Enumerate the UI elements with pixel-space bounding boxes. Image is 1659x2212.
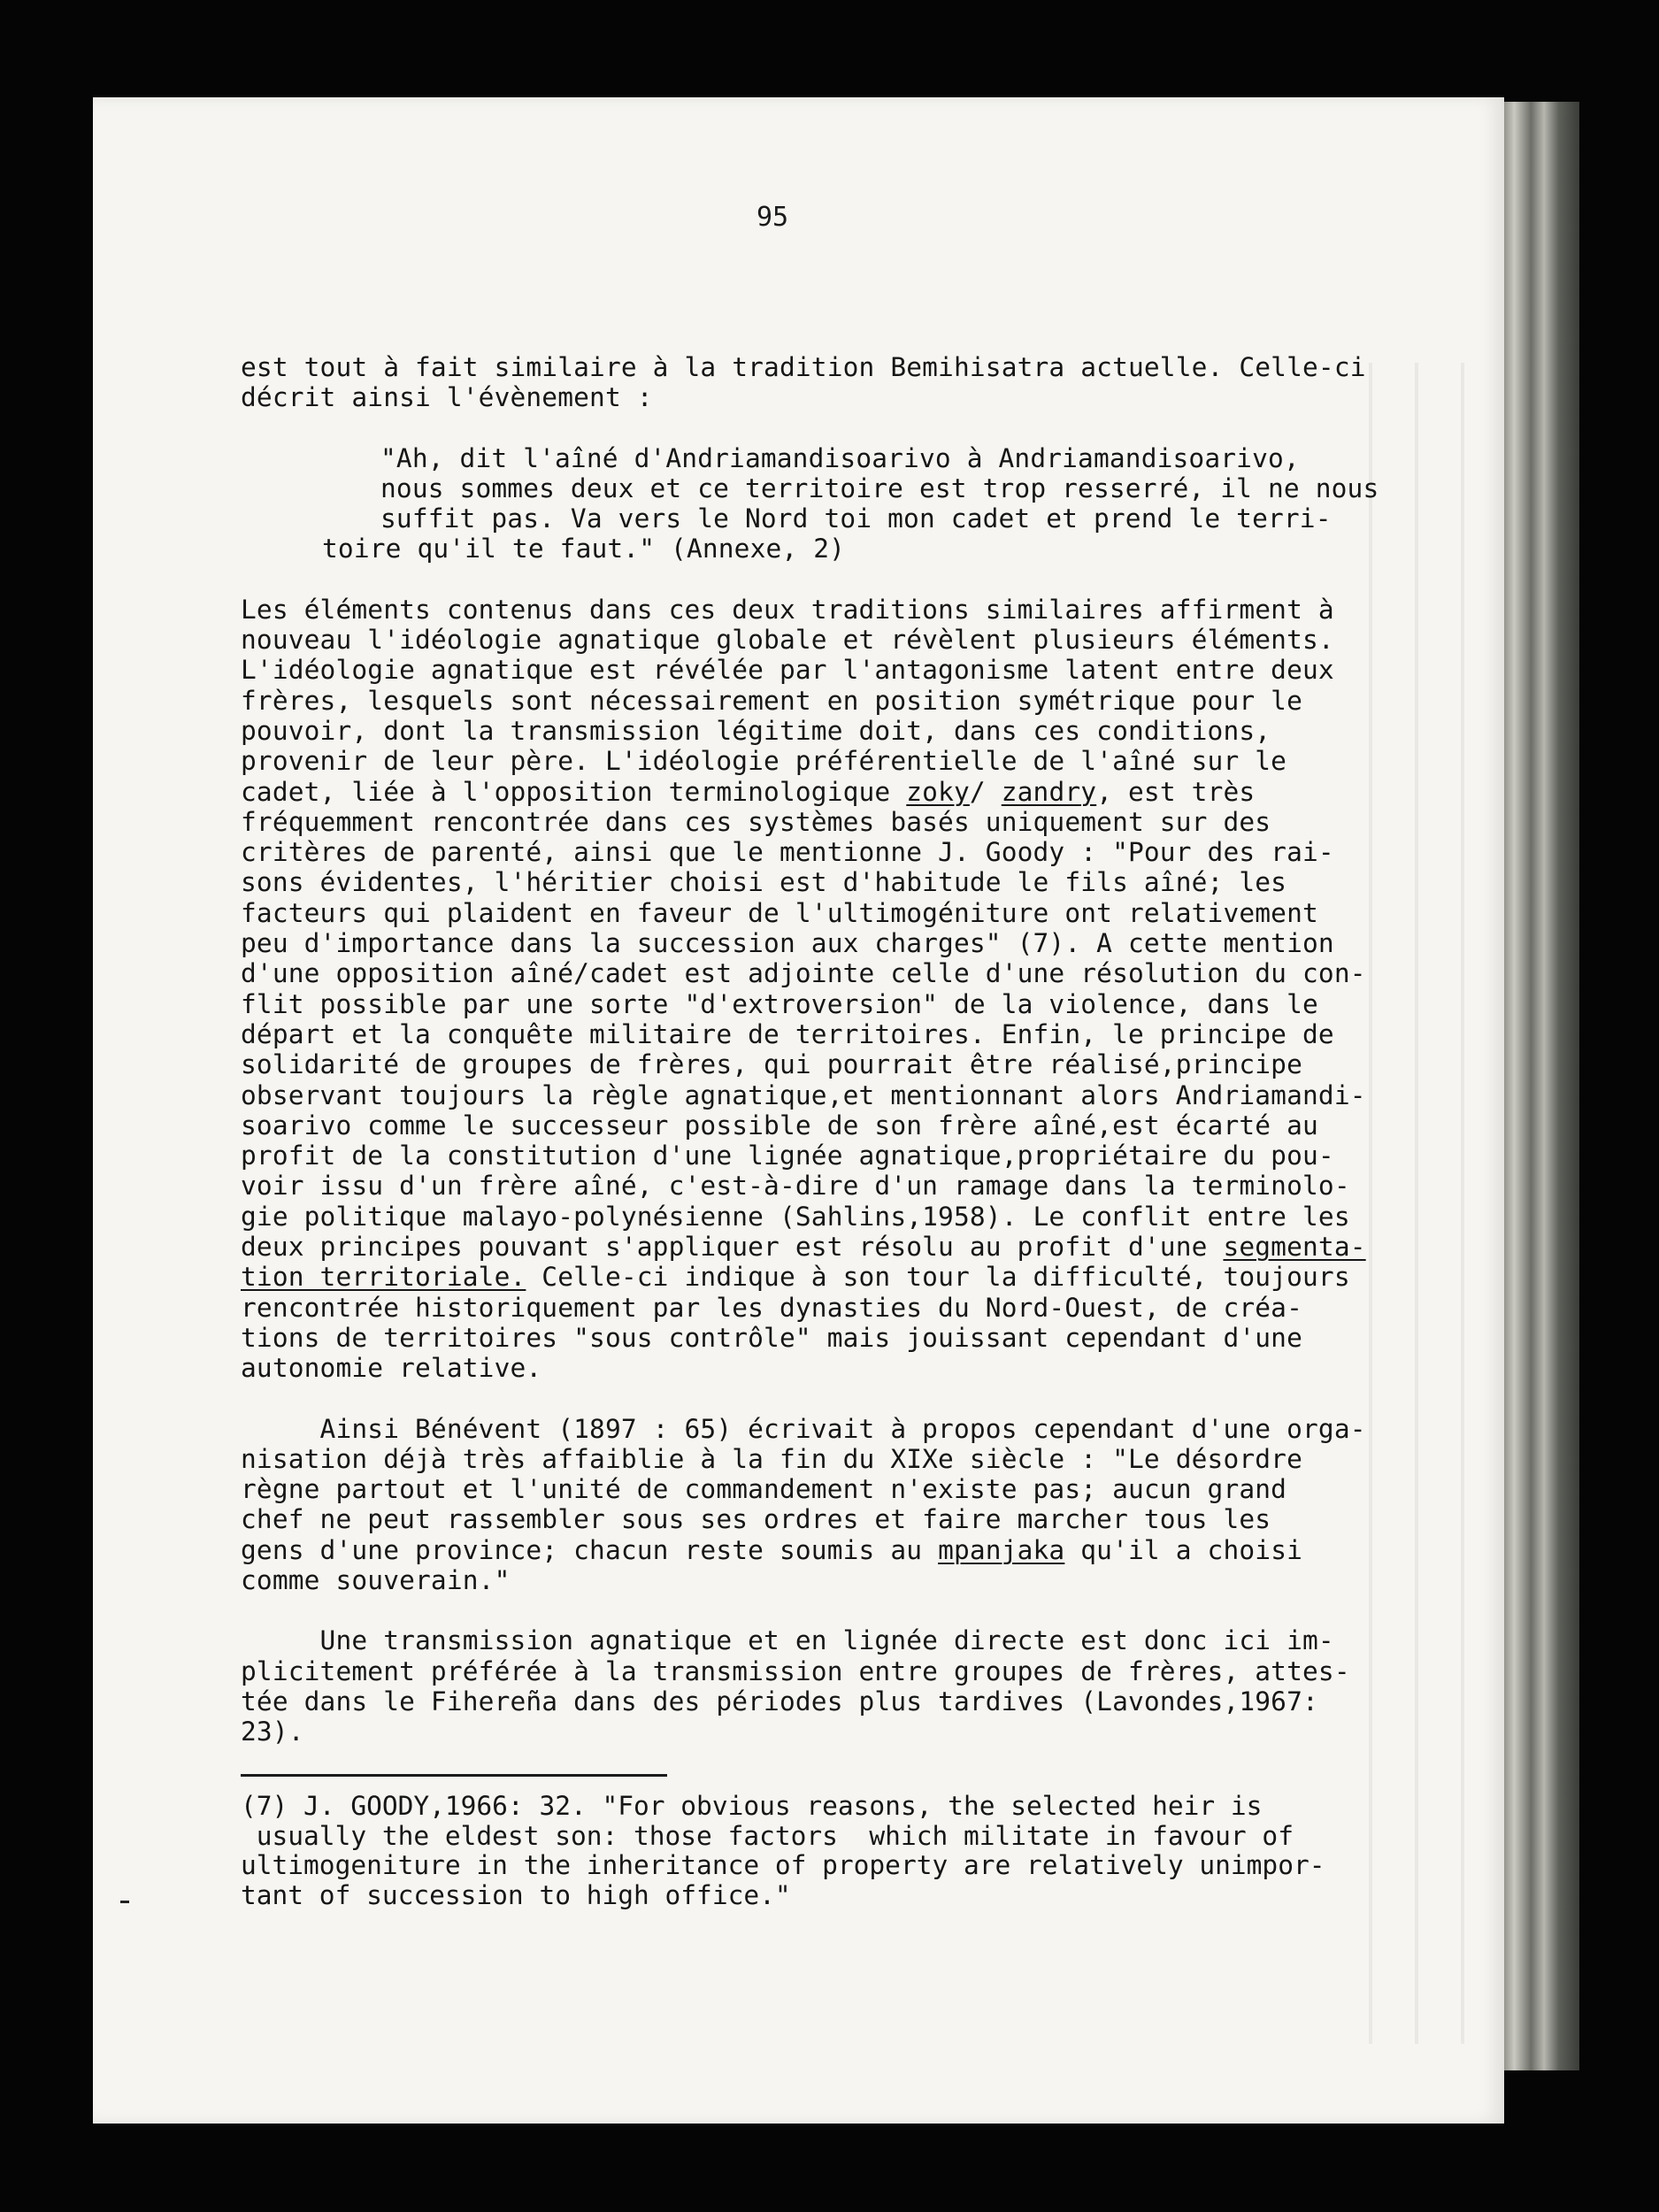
body-line: Ainsi Bénévent (1897 : 65) écrivait à propos cependant d'une orga-: [241, 1413, 1366, 1444]
margin-mark: [120, 1901, 129, 1903]
body-line: autonomie relative.: [241, 1353, 542, 1384]
footnote-line: usually the eldest son: those factors which militate in favour of: [241, 1820, 1294, 1851]
footnote: [241, 1792, 1382, 1910]
body-line: critères de parenté, ainsi que le mentionne J. Goody : "Pour des rai-: [241, 837, 1334, 868]
body-line: règne partout et l'unité de commandement n'existe pas; aucun grand: [241, 1474, 1287, 1505]
body-line: solidarité de groupes de frères, qui pourrait être réalisé,principe: [241, 1049, 1303, 1080]
paragraph-gap: [241, 1595, 1382, 1625]
body-line: nisation déjà très affaiblie à la fin du XIXe siècle : "Le désordre: [241, 1443, 1303, 1474]
body-line: cadet, liée à l'opposition terminologique zoky/ zandry, est très: [241, 776, 1256, 807]
body-line: provenir de leur père. L'idéologie préférentielle de l'aîné sur le: [241, 746, 1287, 777]
paragraph-gap: [241, 1384, 1382, 1414]
body-line: fréquemment rencontrée dans ces systèmes basés uniquement sur des: [241, 806, 1271, 837]
body-line: gie politique malayo-polynésienne (Sahlins,1958). Le conflit entre les: [241, 1201, 1350, 1232]
body-line: frères, lesquels sont nécessairement en position symétrique pour le: [241, 685, 1303, 716]
body-line: rencontrée historiquement par les dynasties du Nord-Ouest, de créa-: [241, 1292, 1303, 1323]
body-line: peu d'importance dans la succession aux charges" (7). A cette mention: [241, 928, 1334, 959]
body-line: décrit ainsi l'évènement :: [241, 382, 653, 413]
body-line: départ et la conquête militaire de territoires. Enfin, le principe de: [241, 1018, 1334, 1049]
body-line: soarivo comme le successeur possible de son frère aîné,est écarté au: [241, 1110, 1318, 1141]
body-line: d'une opposition aîné/cadet est adjointe celle d'une résolution du con-: [241, 958, 1366, 989]
underlined-term: segmenta-: [1223, 1232, 1366, 1263]
footnote-line: tant of succession to high office.": [241, 1879, 791, 1910]
body-text: [241, 352, 1382, 1747]
body-line: tions de territoires "sous contrôle" mais jouissant cependant d'une: [241, 1322, 1303, 1353]
body-line: pouvoir, dont la transmission légitime doit, dans ces conditions,: [241, 715, 1271, 746]
body-line: observant toujours la règle agnatique,et mentionnant alors Andriamandi-: [241, 1079, 1366, 1110]
body-line: nouveau l'idéologie agnatique globale et révèlent plusieurs éléments.: [241, 625, 1334, 656]
paragraph-gap: [241, 565, 1382, 595]
underlined-term: zoky: [906, 776, 970, 807]
footnote-line: ultimogeniture in the inheritance of property are relatively unimpor-: [241, 1850, 1325, 1881]
body-line: chef ne peut rassembler sous ses ordres et faire marcher tous les: [241, 1504, 1271, 1535]
body-line: Une transmission agnatique et en lignée directe est donc ici im-: [241, 1625, 1334, 1656]
body-line: tée dans le Fihereña dans des périodes plus tardives (Lavondes,1967:: [241, 1686, 1318, 1717]
quote-line: "Ah, dit l'aîné d'Andriamandisoarivo à Andriamandisoarivo,: [380, 442, 1300, 473]
body-line: plicitement préférée à la transmission entre groupes de frères, attes-: [241, 1655, 1350, 1686]
body-line: comme souverain.": [241, 1564, 511, 1595]
footnote-line: (7) J. GOODY,1966: 32. "For obvious reasons, the selected heir is: [241, 1791, 1263, 1821]
body-line: est tout à fait similaire à la tradition Bemihisatra actuelle. Celle-ci: [241, 352, 1366, 382]
body-line: sons évidentes, l'héritier choisi est d'habitude le fils aîné; les: [241, 867, 1287, 898]
body-line: gens d'une province; chacun reste soumis au mpanjaka qu'il a choisi: [241, 1534, 1303, 1565]
quote-line: nous sommes deux et ce territoire est trop resserré, il ne nous: [380, 472, 1379, 503]
paragraph-gap: [241, 413, 1382, 443]
body-line: facteurs qui plaident en faveur de l'ultimogéniture ont relativement: [241, 897, 1318, 928]
underlined-term: tion territoriale.: [241, 1262, 526, 1293]
body-line: deux principes pouvant s'appliquer est résolu au profit d'une segmenta-: [241, 1232, 1366, 1263]
body-line: L'idéologie agnatique est révélée par l'antagonisme latent entre deux: [241, 655, 1334, 686]
body-line: tion territoriale. Celle-ci indique à son tour la difficulté, toujours: [241, 1262, 1350, 1293]
underlined-term: mpanjaka: [938, 1534, 1065, 1565]
body-line: 23).: [241, 1717, 304, 1747]
page-number: 95: [757, 202, 789, 233]
quote-line: toire qu'il te faut." (Annexe, 2): [322, 534, 846, 565]
body-line: voir issu d'un frère aîné, c'est-à-dire d'un ramage dans la terminolo-: [241, 1171, 1350, 1202]
quote-line: suffit pas. Va vers le Nord toi mon cadet et prend le terri-: [380, 503, 1332, 534]
body-line: profit de la constitution d'une lignée agnatique,propriétaire du pou-: [241, 1141, 1334, 1171]
body-line: flit possible par une sorte "d'extroversion" de la violence, dans le: [241, 988, 1318, 1019]
body-line: Les éléments contenus dans ces deux traditions similaires affirment à: [241, 594, 1334, 625]
footnote-separator: [241, 1774, 667, 1777]
underlined-term: zandry: [1001, 776, 1097, 807]
